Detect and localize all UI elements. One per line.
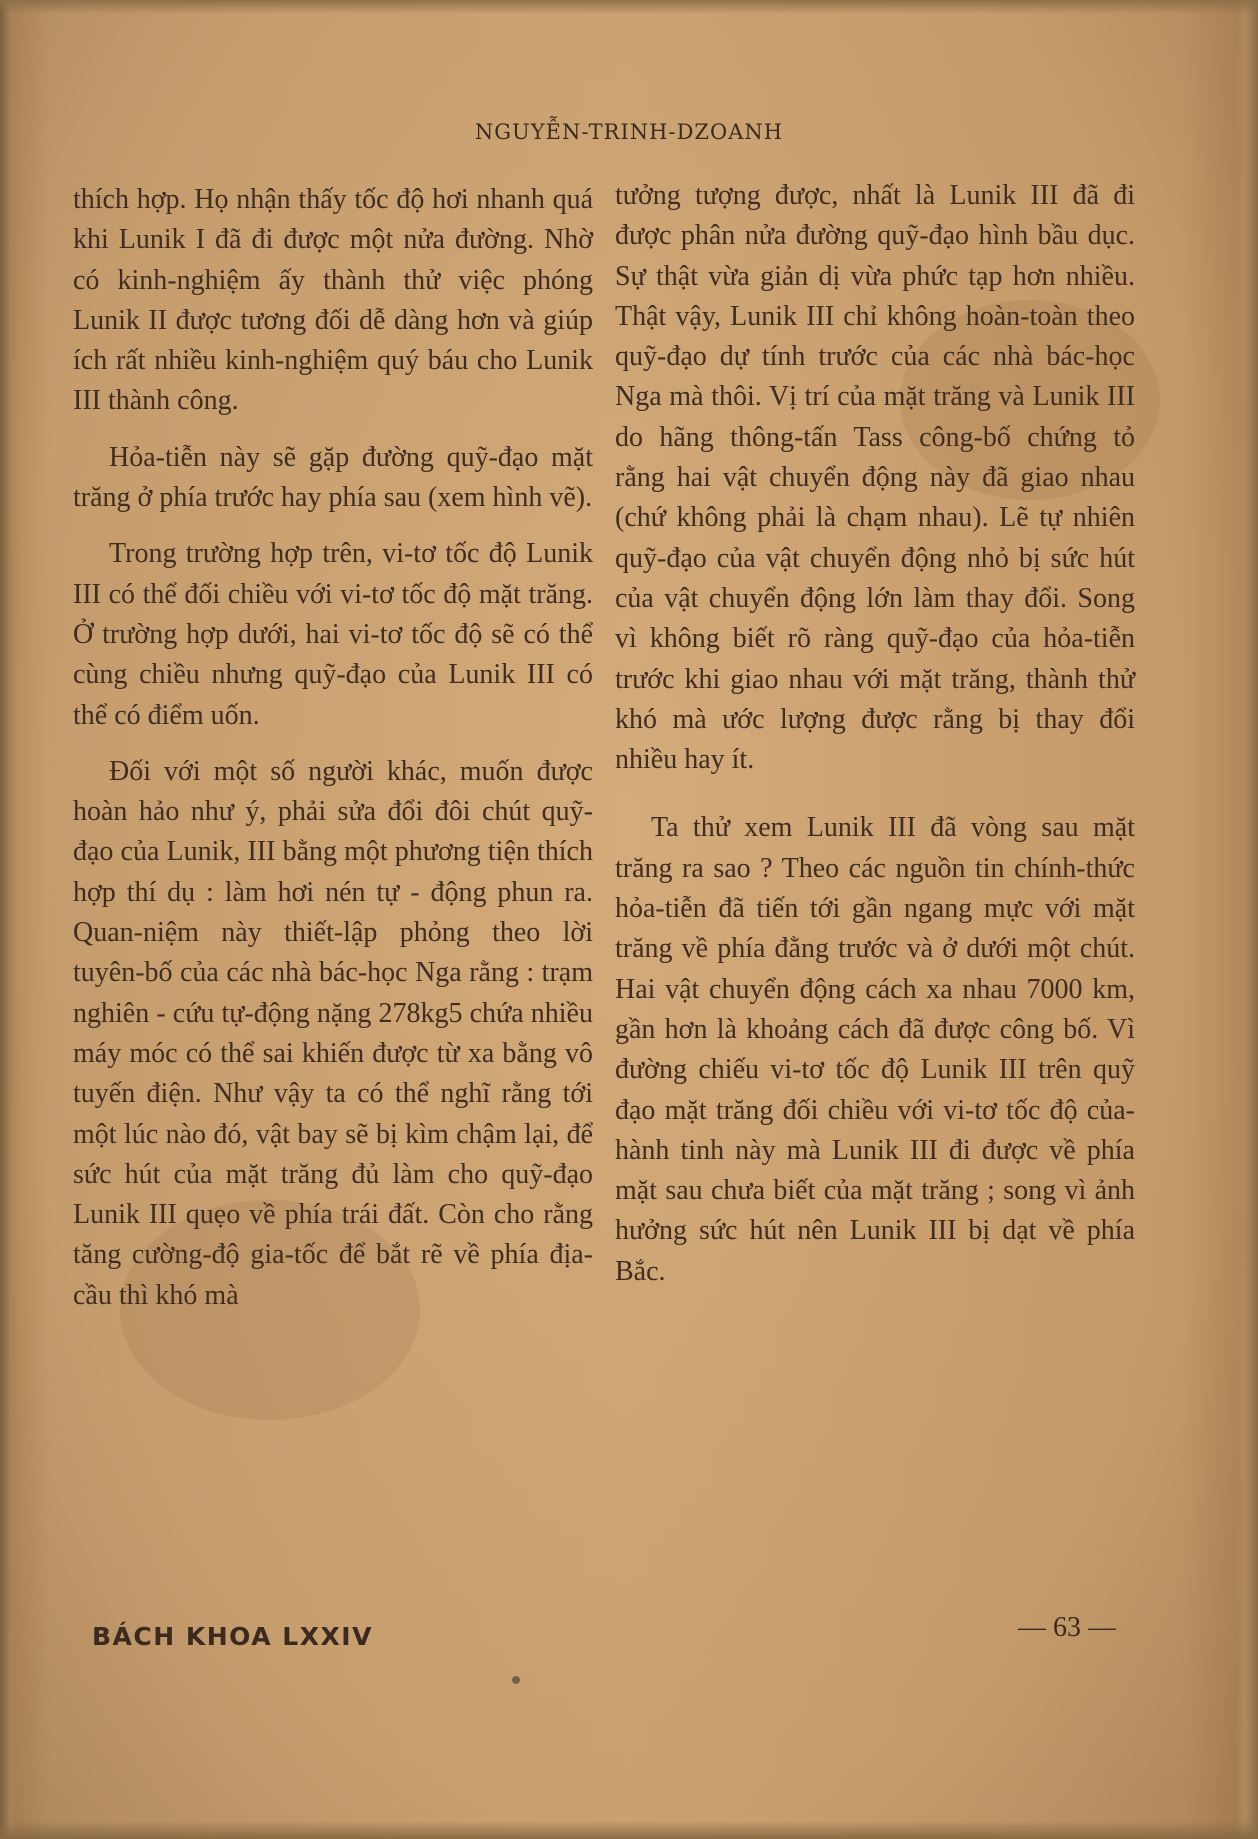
- page-number: — 63 —: [1018, 1612, 1116, 1643]
- publication-footer: BÁCH KHOA LXXIV: [92, 1622, 373, 1651]
- left-column: [73, 180, 593, 1316]
- paragraph: tưởng tượng được, nhất là Lunik III đã đi được phân nửa đường quỹ-đạo hình bầu dục. Sự thật vừa giản dị vừa phức tạp hơn nhiều. Thật vậy, Lunik III chỉ không hoàn-toàn theo quỹ-đạo dự tính trước của các nhà bác-học Nga mà thôi. Vị trí của mặt trăng và Lunik III do hãng thông-tấn Tass công-bố chứng tỏ rằng hai vật chuyển động này đã giao nhau (chứ không phải là chạm nhau). Lẽ tự nhiên quỹ-đạo của vật chuyển động nhỏ bị sức hút của vật chuyển động lớn làm thay đổi. Song vì không biết rõ ràng quỹ-đạo của hỏa-tiễn trước khi giao nhau với mặt trăng, thành thử khó mà ước lượng được rằng bị thay đổi nhiều hay ít.: [615, 180, 1135, 776]
- page-edge-right: [1236, 0, 1258, 1839]
- page-edge-bottom: [0, 1821, 1258, 1839]
- paragraph: Trong trường hợp trên, vi-tơ tốc độ Lunik III có thể đối chiều với vi-tơ tốc độ mặt trăng. Ở trường hợp dưới, hai vi-tơ tốc độ sẽ có thể cùng chiều nhưng quỹ-đạo của Lunik III có thể có điểm uốn.: [73, 538, 593, 731]
- page-edge-top: [0, 0, 1258, 14]
- paragraph: Ta thử xem Lunik III đã vòng sau mặt trăng ra sao ? Theo các nguồn tin chính-thức hỏa-tiễn đã tiến tới gần ngang mực với mặt trăng về phía đằng trước và ở dưới một chút. Hai vật chuyển động cách xa nhau 7000 km, gần hơn là khoảng cách đã được công bố. Vì đường chiếu vi-tơ tốc độ Lunik III trên quỹ đạo mặt trăng đối chiều với vi-tơ tốc độ của-hành tinh này mà Lunik III đi được về phía mặt sau chưa biết của mặt trăng ; song vì ảnh hưởng sức hút nên Lunik III bị dạt về phía Bắc.: [615, 812, 1135, 1287]
- right-column: [615, 176, 1135, 1292]
- paragraph: thích hợp. Họ nhận thấy tốc độ hơi nhanh quá khi Lunik I đã đi được một nửa đường. Nhờ có kinh-nghiệm ấy thành thử việc phóng Lunik II được tương đối dễ dàng hơn và giúp ích rất nhiều kinh-nghiệm quý báu cho Lunik III thành công.: [73, 184, 593, 417]
- page-edge-left: [0, 0, 18, 1839]
- paragraph: Hỏa-tiễn này sẽ gặp đường quỹ-đạo mặt trăng ở phía trước hay phía sau (xem hình vẽ).: [73, 441, 593, 514]
- ink-dot: [512, 1676, 520, 1684]
- running-head: NGUYỄN-TRINH-DZOANH: [474, 120, 784, 144]
- paragraph: Đối với một số người khác, muốn được hoàn hảo như ý, phải sửa đổi đôi chút quỹ-đạo của Lunik, III bằng một phương tiện thích hợp thí dụ : làm hơi nén tự - động phun ra. Quan-niệm này thiết-lập phỏng theo lời tuyên-bố của các nhà bác-học Nga rằng : trạm nghiên - cứu tự-động nặng 278kg5 chứa nhiều máy móc có thể sai khiến được từ xa bằng vô tuyến điện. Như vậy ta có thể nghĩ rằng tới một lúc nào đó, vật bay sẽ bị kìm chậm lại, để sức hút của mặt trăng đủ làm cho quỹ-đạo Lunik III quẹo về phía trái đất. Còn cho rằng tăng cường-độ gia-tốc để bắt rẽ về phía địa-cầu thì khó mà: [73, 755, 593, 1311]
